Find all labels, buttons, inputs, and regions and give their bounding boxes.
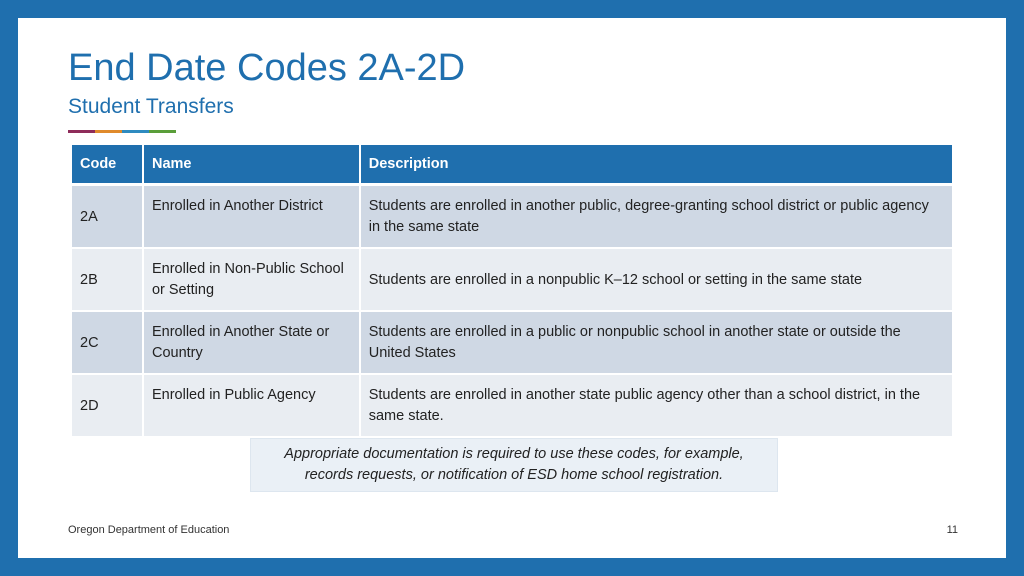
accent-segment [68,130,95,133]
table-row [72,185,953,249]
slide [18,18,1006,558]
page-title: End Date Codes 2A-2D [68,47,466,89]
row-name: Enrolled in Another District [143,185,360,249]
header-description: Description [360,145,953,185]
row-description: Students are enrolled in another public, degree-granting school district or public agency in the same state [360,185,953,249]
table-row [72,248,953,311]
footer-organization: Oregon Department of Education [68,524,230,536]
accent-segment [149,130,176,133]
row-name: Enrolled in Non-Public School or Setting [143,248,360,311]
row-code: 2D [72,374,143,437]
documentation-note [250,438,778,492]
row-description: Students are enrolled in a public or nonpublic school in another state or outside the United States [360,311,953,374]
codes-table [72,145,954,438]
row-code: 2A [72,185,143,249]
accent-segment [95,130,122,133]
row-name: Enrolled in Public Agency [143,374,360,437]
table-header-row [72,145,953,185]
accent-bar [68,130,176,133]
page-subtitle: Student Transfers [68,95,234,118]
row-description: Students are enrolled in a nonpublic K–12 school or setting in the same state [360,248,953,311]
row-code: 2C [72,311,143,374]
row-name: Enrolled in Another State or Country [143,311,360,374]
row-description: Students are enrolled in another state public agency other than a school district, in the same state. [360,374,953,437]
header-name: Name [143,145,360,185]
table-row [72,311,953,374]
page-number: 11 [946,524,958,536]
row-code: 2B [72,248,143,311]
note-text: Appropriate documentation is required to use these codes, for example, records requests, or notification of ESD home school registration. [284,446,744,483]
header-code: Code [72,145,143,185]
accent-segment [122,130,149,133]
table-row [72,374,953,437]
